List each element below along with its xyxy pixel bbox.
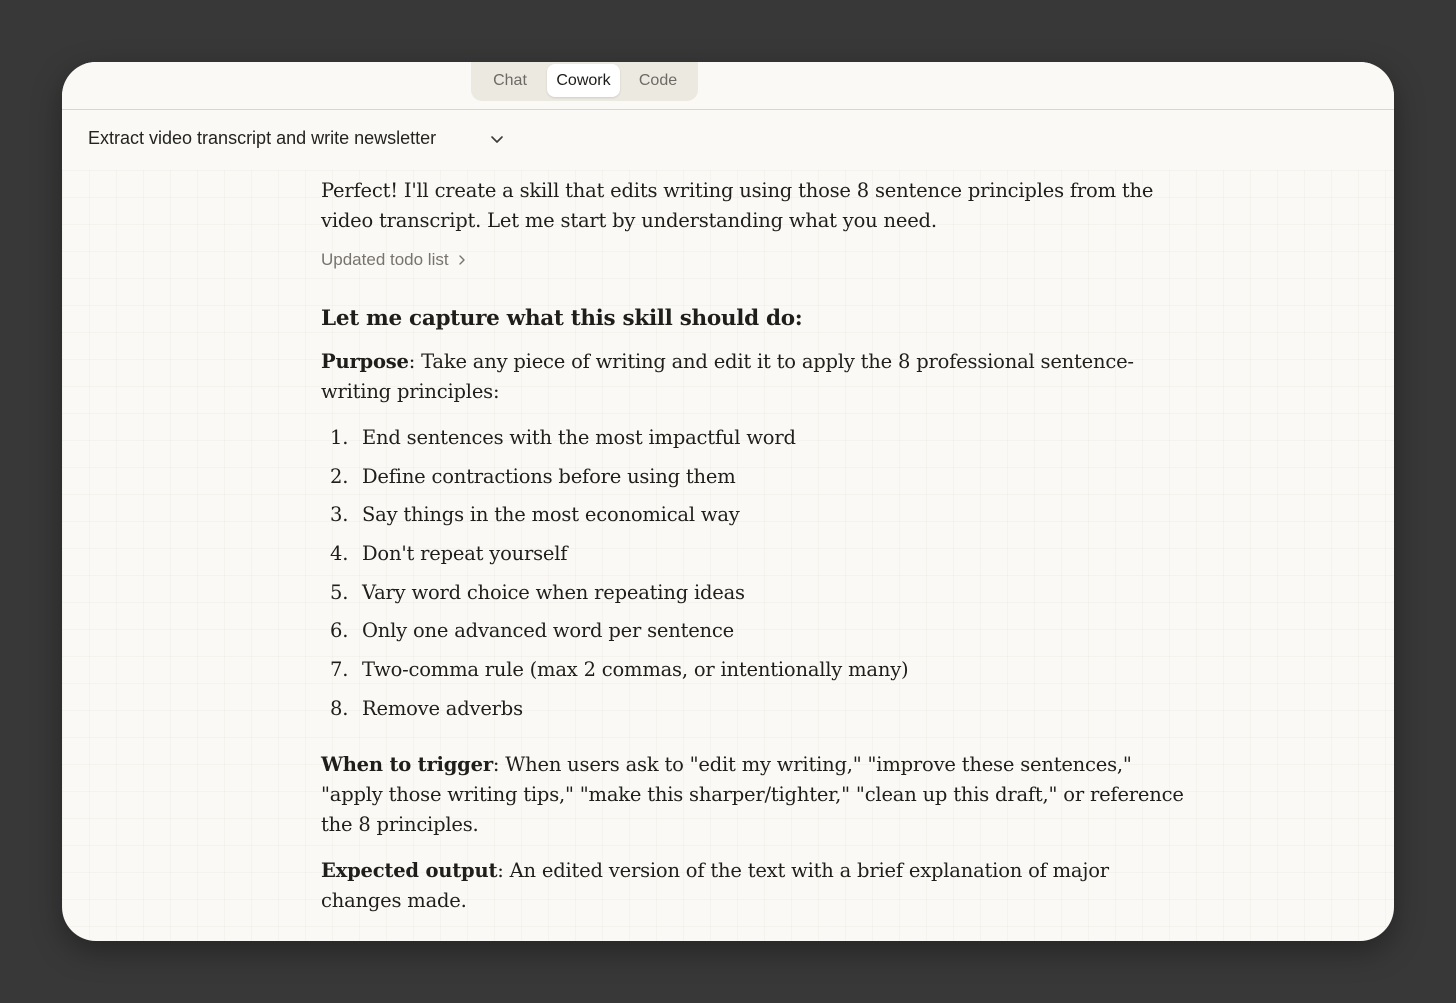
message-intro: Perfect! I'll create a skill that edits writing using those 8 sentence principles from the video transcript. Let me start by understanding what you need. <box>321 179 1154 232</box>
chevron-down-icon[interactable] <box>489 131 505 147</box>
list-item-number: 3. <box>330 503 349 527</box>
list-item-number: 8. <box>330 696 349 720</box>
trigger-paragraph <box>321 750 1191 840</box>
tab-code[interactable]: Code <box>638 72 678 89</box>
todo-list-label: Updated todo list <box>321 250 449 269</box>
list-item <box>321 578 1191 617</box>
list-item <box>321 462 1191 501</box>
list-item <box>321 500 1191 539</box>
expected-output-paragraph <box>321 856 1191 916</box>
purpose-text: : Take any piece of writing and edit it to apply the 8 professional sentence-writing principles: <box>321 350 1134 403</box>
top-bar <box>62 62 1394 110</box>
expected-output-text: : An edited version of the text with a brief explanation of major changes made. <box>321 858 1109 912</box>
tab-cowork[interactable]: Cowork <box>547 64 620 97</box>
conversation-title[interactable]: Extract video transcript and write newsletter <box>88 128 437 148</box>
list-item <box>321 423 1191 462</box>
tab-chat[interactable]: Chat <box>493 72 527 89</box>
list-item-text: Define contractions before using them <box>362 464 736 488</box>
todo-list-toggle[interactable] <box>321 248 467 272</box>
list-item <box>321 539 1191 578</box>
assistant-message <box>321 176 1191 916</box>
list-item-number: 7. <box>330 658 349 682</box>
list-item-text: Vary word choice when repeating ideas <box>362 580 745 604</box>
chevron-right-icon <box>457 254 467 266</box>
purpose-label: Purpose <box>321 350 409 373</box>
list-item-number: 1. <box>330 426 349 449</box>
list-item-number: 4. <box>330 542 349 566</box>
conversation-header <box>62 110 1394 170</box>
trigger-label: When to trigger <box>321 752 493 776</box>
section-heading: Let me capture what this skill should do: <box>321 306 803 331</box>
list-item-number: 5. <box>330 580 349 604</box>
list-item <box>321 694 1191 733</box>
list-item <box>321 655 1191 694</box>
list-item-number: 2. <box>330 464 349 488</box>
list-item-text: End sentences with the most impactful word <box>362 426 796 449</box>
list-item-text: Only one advanced word per sentence <box>362 619 734 643</box>
list-item-text: Don't repeat yourself <box>362 542 568 566</box>
list-item-text: Remove adverbs <box>362 696 523 720</box>
trigger-text: : When users ask to "edit my writing," "improve these sentences," "apply those writing tips," "make this sharper/tighter," "clean up this draft," or reference the 8 principles. <box>321 752 1184 836</box>
list-item-number: 6. <box>330 619 349 643</box>
list-item-text: Two-comma rule (max 2 commas, or intentionally many) <box>362 658 909 682</box>
list-item-text: Say things in the most economical way <box>362 503 740 527</box>
principles-list <box>321 423 1191 733</box>
expected-output-label: Expected output <box>321 858 498 882</box>
purpose-paragraph <box>321 347 1191 407</box>
list-item <box>321 616 1191 655</box>
app-window <box>62 62 1394 941</box>
mode-switcher <box>471 62 698 101</box>
